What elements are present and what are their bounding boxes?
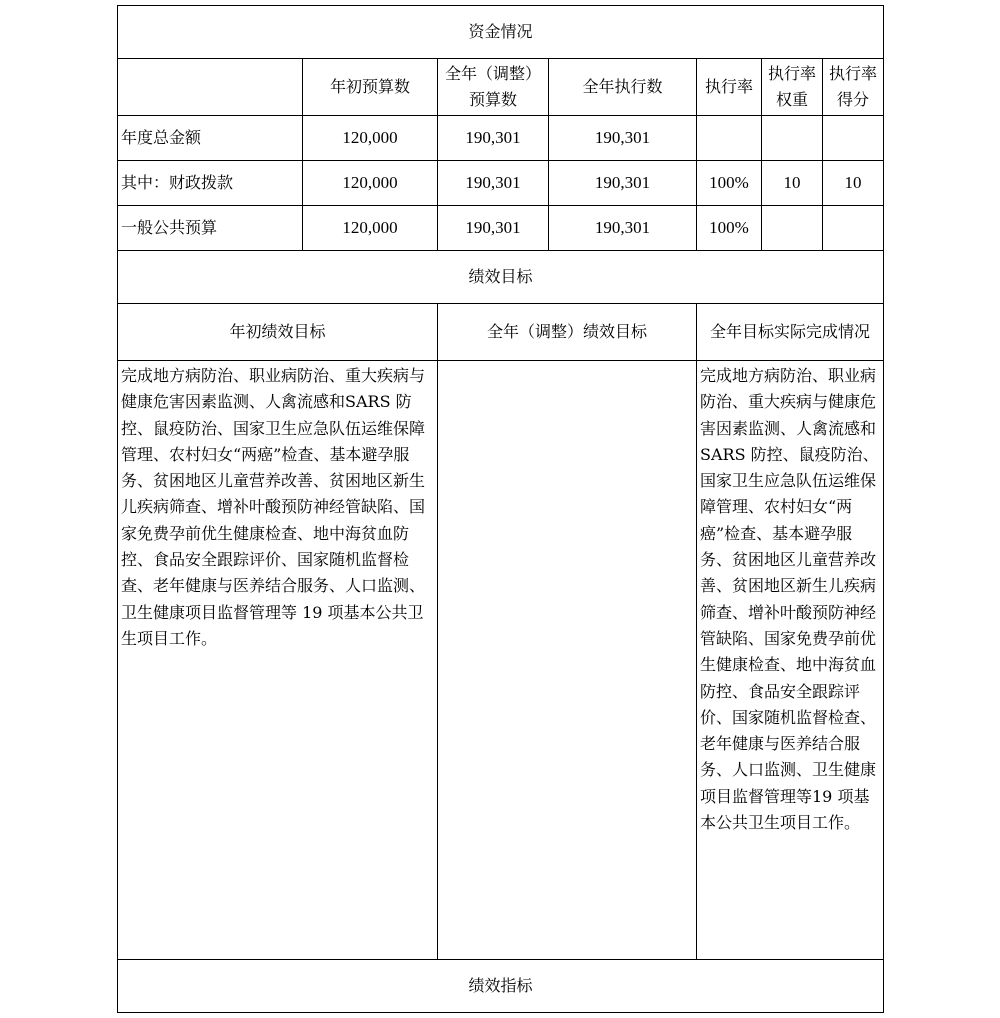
- header-initial-goal: 年初绩效目标: [118, 304, 438, 361]
- adjusted-value: 190,301: [438, 206, 549, 251]
- rate-value: 100%: [697, 161, 762, 206]
- initial-goal-text: 完成地方病防治、职业病防治、重大疾病与健康危害因素监测、人禽流感和SARS 防控、鼠疫防治、国家卫生应急队伍运维保障管理、农村妇女“两癌”检查、基本避孕服务、贫困地区儿童营养改善、贫困地区新生儿疾病筛查、增补叶酸预防神经管缺陷、国家免费孕前优生健康检查、地中海贫血防控、食品安全跟踪评价、国家随机监督检查、老年健康与医养结合服务、人口监测、卫生健康项目监督管理等 19 项基本公共卫生项目工作。: [118, 361, 438, 960]
- score-value: [823, 116, 884, 161]
- actual-completion-text: 完成地方病防治、职业病防治、重大疾病与健康危害因素监测、人禽流感和 SARS 防控、鼠疫防治、国家卫生应急队伍运维保障管理、农村妇女“两癌”检查、基本避孕服务、贫困地区儿童营养改善、贫困地区新生儿疾病筛查、增补叶酸预防神经管缺陷、国家免费孕前优生健康检查、地中海贫血防控、食品安全跟踪评价、国家随机监督检查、老年健康与医养结合服务、人口监测、卫生健康项目监督管理等19 项基本公共卫生项目工作。: [697, 361, 884, 960]
- goals-section-row: [118, 251, 884, 304]
- performance-table: [117, 5, 883, 1013]
- row-label: 年度总金额: [118, 116, 303, 161]
- header-exec-rate: 执行率: [697, 59, 762, 116]
- header-initial-budget: 年初预算数: [303, 59, 438, 116]
- adjusted-value: 190,301: [438, 161, 549, 206]
- score-value: [823, 206, 884, 251]
- header-blank-cell: [118, 59, 303, 116]
- table-row: [118, 161, 884, 206]
- executed-value: 190,301: [549, 161, 697, 206]
- adjusted-goal-text: [438, 361, 697, 960]
- header-rate-score: 执行率得分: [823, 59, 884, 116]
- initial-value: 120,000: [303, 116, 438, 161]
- goals-section-title: 绩效目标: [118, 251, 884, 304]
- goals-content-row: [118, 361, 884, 960]
- weight-value: [762, 116, 823, 161]
- header-rate-weight: 执行率权重: [762, 59, 823, 116]
- funds-and-goals-table: [117, 5, 884, 1013]
- executed-value: 190,301: [549, 116, 697, 161]
- rate-value: 100%: [697, 206, 762, 251]
- header-actual-completion: 全年目标实际完成情况: [697, 304, 884, 361]
- row-label: 一般公共预算: [118, 206, 303, 251]
- weight-value: [762, 206, 823, 251]
- indicators-section-title: 绩效指标: [118, 960, 884, 1013]
- weight-value: 10: [762, 161, 823, 206]
- rate-value: [697, 116, 762, 161]
- header-adjusted-budget: 全年（调整）预算数: [438, 59, 549, 116]
- indicators-section-row: [118, 960, 884, 1013]
- row-label: 其中：财政拨款: [118, 161, 303, 206]
- adjusted-value: 190,301: [438, 116, 549, 161]
- score-value: 10: [823, 161, 884, 206]
- funds-section-row: [118, 6, 884, 59]
- table-row: [118, 116, 884, 161]
- funds-section-title: 资金情况: [118, 6, 884, 59]
- initial-value: 120,000: [303, 161, 438, 206]
- table-row: [118, 206, 884, 251]
- executed-value: 190,301: [549, 206, 697, 251]
- header-adjusted-goal: 全年（调整）绩效目标: [438, 304, 697, 361]
- header-executed: 全年执行数: [549, 59, 697, 116]
- initial-value: 120,000: [303, 206, 438, 251]
- goals-header-row: [118, 304, 884, 361]
- funds-header-row: [118, 59, 884, 116]
